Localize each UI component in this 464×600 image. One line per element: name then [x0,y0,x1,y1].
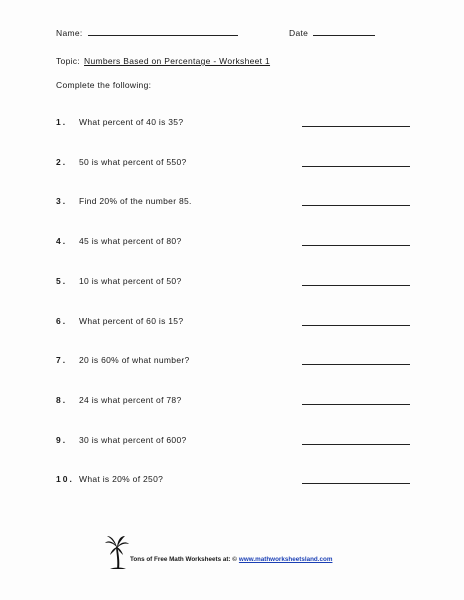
question-text: Find 20% of the number 85. [79,196,192,206]
question-item [56,117,412,131]
question-number: 6. [56,316,68,326]
answer-blank-line[interactable] [302,444,410,445]
topic-row [56,56,270,66]
topic-label: Topic: [56,56,81,66]
question-item [56,435,412,449]
question-number: 4. [56,236,68,246]
answer-blank-line[interactable] [302,166,410,167]
answer-blank-line[interactable] [302,205,410,206]
question-item [56,355,412,369]
question-number: 9. [56,435,68,445]
answer-blank-line[interactable] [302,285,410,286]
question-item [56,395,412,409]
answer-blank-line[interactable] [302,483,410,484]
question-item [56,236,412,250]
question-item [56,276,412,290]
date-label: Date [289,28,309,38]
question-text: 10 is what percent of 50? [79,276,182,286]
date-field-row [289,27,375,38]
date-blank-line[interactable] [313,27,375,36]
question-text: What percent of 60 is 15? [79,316,184,326]
question-text: 45 is what percent of 80? [79,236,182,246]
question-number: 10. [56,474,74,484]
question-text: What is 20% of 250? [79,474,164,484]
topic-title: Numbers Based on Percentage - Worksheet 1 [84,56,271,66]
name-blank-line[interactable] [88,27,238,36]
question-number: 7. [56,355,68,365]
question-number: 3. [56,196,68,206]
palm-tree-icon [104,534,130,570]
question-text: 50 is what percent of 550? [79,157,187,167]
question-number: 5. [56,276,68,286]
answer-blank-line[interactable] [302,325,410,326]
question-number: 1. [56,117,68,127]
question-text: 30 is what percent of 600? [79,435,187,445]
question-text: 20 is 60% of what number? [79,355,190,365]
question-number: 8. [56,395,68,405]
answer-blank-line[interactable] [302,126,410,127]
question-item [56,474,412,488]
question-item [56,157,412,171]
question-item [56,196,412,210]
question-text: What percent of 40 is 35? [79,117,184,127]
instructions: Complete the following: [56,80,152,90]
question-item [56,316,412,330]
answer-blank-line[interactable] [302,404,410,405]
website-link[interactable]: www.mathworksheetsland.com [238,556,333,563]
answer-blank-line[interactable] [302,364,410,365]
footer-caption: Tons of Free Math Worksheets at: © [130,556,237,563]
footer [104,534,384,574]
name-label: Name: [56,28,83,38]
question-number: 2. [56,157,68,167]
footer-text-row [130,556,332,563]
name-field-row [56,27,238,38]
answer-blank-line[interactable] [302,245,410,246]
question-text: 24 is what percent of 78? [79,395,182,405]
